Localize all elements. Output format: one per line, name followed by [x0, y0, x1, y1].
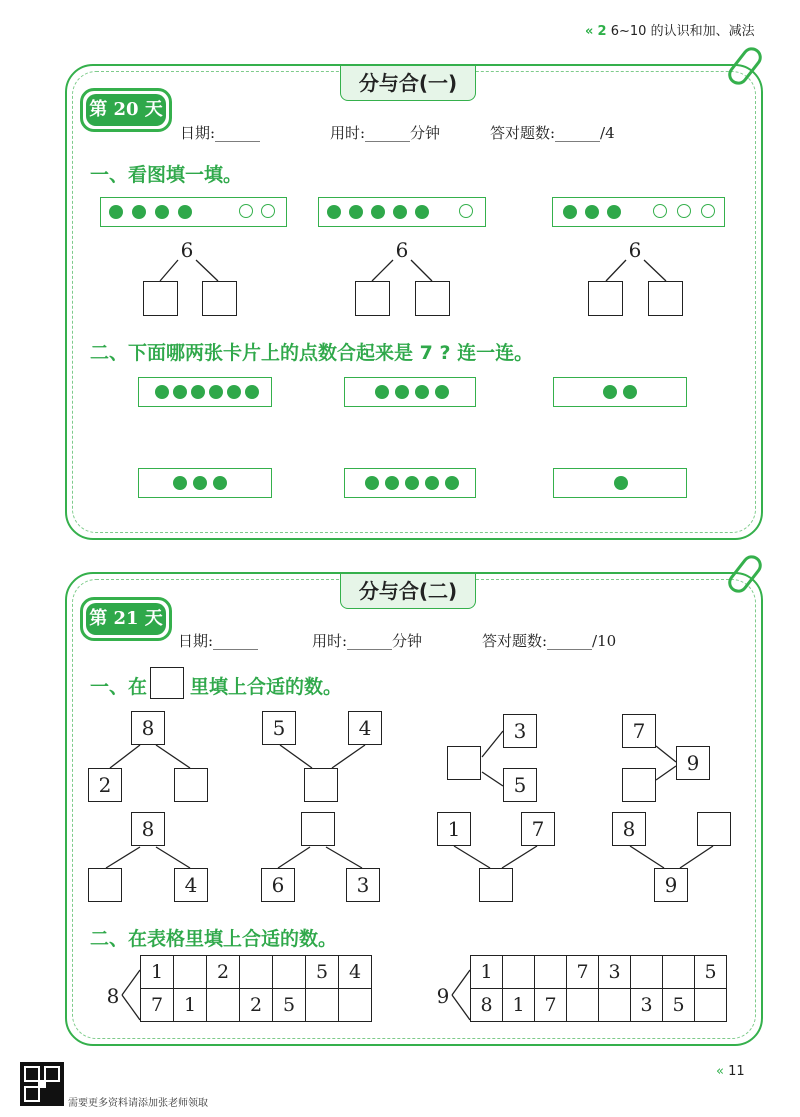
table-cell: 1	[174, 989, 207, 1022]
table-cell: 5	[273, 989, 306, 1022]
table-cell[interactable]	[174, 956, 207, 989]
table-cell[interactable]	[535, 956, 567, 989]
qr-code-icon	[20, 1062, 64, 1106]
day21-date: 日期:______	[178, 632, 259, 650]
table-cell: 3	[631, 989, 663, 1022]
table-cell: 8	[471, 989, 503, 1022]
day21-time: 用时:______分钟	[312, 632, 423, 650]
tree-box: 5	[503, 768, 537, 802]
tree-box: 2	[88, 768, 122, 802]
table-cell[interactable]	[306, 989, 339, 1022]
day21-title: 分与合(二)	[340, 574, 476, 609]
table-cell[interactable]	[240, 956, 273, 989]
table-cell: 2	[240, 989, 273, 1022]
tree-box: 4	[348, 711, 382, 745]
day20-title: 分与合(一)	[340, 66, 476, 101]
day21-score: 答对题数:______/10	[482, 632, 617, 650]
tree-box: 4	[174, 868, 208, 902]
table-cell: 7	[567, 956, 599, 989]
tree-box: 1	[437, 812, 471, 846]
tree-box: 8	[131, 812, 165, 846]
unit-number: 2	[597, 24, 607, 39]
day20-section1-heading: 一、看图填一填。	[90, 164, 243, 186]
table-cell[interactable]	[599, 989, 631, 1022]
page-number-value: 11	[728, 1064, 745, 1079]
tree-box: 6	[261, 868, 295, 902]
footer-arrows: «	[716, 1064, 724, 1079]
table-cell[interactable]	[695, 989, 727, 1022]
tree-box: 3	[346, 868, 380, 902]
table-8	[140, 955, 372, 1022]
table-cell[interactable]	[503, 956, 535, 989]
footer-note: 需要更多资料请添加张老师领取	[68, 1098, 208, 1109]
tree-box: 9	[676, 746, 710, 780]
tree1-top: 6	[180, 238, 194, 262]
table-cell: 7	[141, 989, 174, 1022]
tree-box: 7	[521, 812, 555, 846]
table-cell: 1	[141, 956, 174, 989]
tree-box: 7	[622, 714, 656, 748]
day20-date: 日期:______	[180, 124, 261, 142]
table8-label: 8	[106, 984, 120, 1008]
table-cell[interactable]	[207, 989, 240, 1022]
table-cell: 1	[503, 989, 535, 1022]
table-cell[interactable]	[339, 989, 372, 1022]
table-cell: 5	[695, 956, 727, 989]
day20-badge-label: 第 20 天	[86, 94, 166, 126]
table-cell: 1	[471, 956, 503, 989]
table-cell: 5	[306, 956, 339, 989]
header-arrows: «	[585, 24, 594, 39]
table-cell: 5	[663, 989, 695, 1022]
day21-section1-heading-b: 里填上合适的数。	[190, 676, 343, 698]
day21-section2-heading: 二、在表格里填上合适的数。	[90, 928, 338, 950]
table-cell: 3	[599, 956, 631, 989]
table-9	[470, 955, 727, 1022]
tree3-top: 6	[628, 238, 642, 262]
unit-title: 6~10 的认识和加、减法	[610, 24, 755, 39]
table9-label: 9	[436, 984, 450, 1008]
page-number	[716, 1064, 745, 1079]
table-cell[interactable]	[663, 956, 695, 989]
day21-section1-heading-a: 一、在	[90, 676, 148, 698]
tree-box: 9	[654, 868, 688, 902]
tree-box: 8	[131, 711, 165, 745]
tree-box: 5	[262, 711, 296, 745]
day20-score: 答对题数:______/4	[490, 124, 615, 142]
day20-time: 用时:______分钟	[330, 124, 441, 142]
tree2-top: 6	[395, 238, 409, 262]
table-cell[interactable]	[567, 989, 599, 1022]
table-cell: 7	[535, 989, 567, 1022]
day21-badge-label: 第 21 天	[86, 603, 166, 635]
table-cell: 4	[339, 956, 372, 989]
tree-box: 3	[503, 714, 537, 748]
table-cell: 2	[207, 956, 240, 989]
table-cell[interactable]	[273, 956, 306, 989]
day20-section2-heading: 二、下面哪两张卡片上的点数合起来是 7 ? 连一连。	[90, 342, 534, 364]
table-cell[interactable]	[631, 956, 663, 989]
tree-box: 8	[612, 812, 646, 846]
